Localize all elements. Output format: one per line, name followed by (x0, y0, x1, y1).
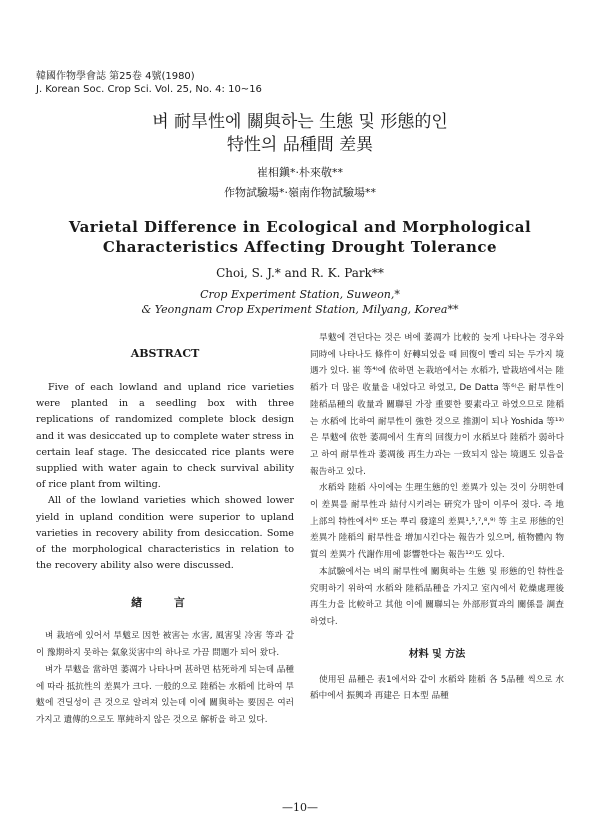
introduction-paragraph-1: 벼 栽培에 있어서 旱魃로 因한 被害는 水害, 風害및 冷害 等과 같이 豫期하지 못하는 氣象災害中의 하나로 가끔 問題가 되어 왔다. (36, 631, 294, 659)
affiliations-ko: 作物試驗場*·嶺南作物試驗場** (224, 186, 376, 199)
authors-en: Choi, S. J.* and R. K. Park** (216, 266, 384, 280)
abstract-paragraph-1: Five of each lowland and upland rice varieties were planted in a seedling box with three replications of randomized complete block design and it was desiccated up to complete water stress in certain leaf stage. The desiccated rice plants were supplied with water again to check survival ability of rice plant from wilting. (36, 382, 294, 491)
body-paragraph-4: 使用된 品種은 表1에서와 같이 水稻와 陸稻 各 5品種 씩으로 水稻中에서 振興과 再建은 日本型 品種 (310, 674, 564, 702)
abstract-paragraph-2: All of the lowland varieties which showed lower yield in upland condition were superior to upland varieties in recovery ability from desiccation. Some of the morphological characteristics in relation to the recovery ability also were discussed. (36, 495, 294, 572)
journal-citation (36, 70, 262, 96)
page-number: —10— (282, 801, 318, 814)
materials-methods-heading: 材料 및 方法 (408, 648, 466, 660)
right-column (310, 330, 564, 705)
journal-line-en: J. Korean Soc. Crop Sci. Vol. 25, No. 4: 10~16 (36, 84, 262, 95)
body-paragraph-1: 旱魃에 견딘다는 것은 벼에 萎凋가 比較的 늦게 나타나는 경우와 同時에 나타나도 條件이 好轉되었을 때 回復이 빨리 되는 두가지 境遇가 있다. 崔 等⁴⁾에 依하면 논栽培에서는 水稻가, 밭栽培에서는 陸稻가 더 많은 收量을 내었다고 하였고, De Datta 等⁶⁾은 耐旱性이 陸稻品種의 收量과 關聯된 가장 重要한 要素라고 하였으므로 陸稻는 水稻에 比하여 耐旱性이 強한 것으로 推測이 되나 Yoshida 等¹³⁾은 旱魃에 依한 萎凋에서 生育의 回復力이 水稻보다 陸稻가 弱하다고 하여 耐旱性과 萎凋後 再生力과는 一致되지 않는 境遇도 있음을 報告하고 있다. (310, 333, 564, 477)
authors-ko: 崔相鎭*·朴來敬** (257, 166, 343, 179)
title-en-line2: Characteristics Affecting Drought Tolerance (102, 238, 498, 256)
body-paragraph-2: 水稻와 陸稻 사이에는 生理生態的인 差異가 있는 것이 分明한데 이 差異를 耐旱性과 結付시키려는 硏究가 많이 이루어 졌다. 즉 地上部의 特性에서⁸⁾ 또는 뿌리 發達의 差異¹,⁵,⁷,⁸,⁹⁾ 等 主로 形態的인 差異가 陸稻의 耐旱性을 增加시킨다는 報告가 있으며, 植物體內 物質의 差異가 代謝作用에 影響한다는 報告¹²⁾도 있다. (310, 483, 564, 561)
affiliation-en-line1: Crop Experiment Station, Suweon,* (200, 288, 400, 301)
title-ko-line1: 벼 耐旱性에 關與하는 生態 및 形態的인 (152, 112, 448, 132)
title-ko-line2: 特性의 品種間 差異 (226, 135, 374, 155)
introduction-heading: 緖 言 (131, 596, 199, 610)
affiliation-en-line2: & Yeongnam Crop Experiment Station, Milyang, Korea** (141, 303, 459, 316)
abstract-heading: ABSTRACT (130, 347, 200, 360)
left-column (36, 345, 294, 729)
introduction-paragraph-2: 벼가 旱魃을 當하면 萎凋가 나타나며 甚하면 枯死하게 되는데 品種에 따라 抵抗性의 差異가 크다. 一般的으로 陸稻는 水稻에 比하여 旱魃에 견딜성이 큰 것으로 알려져 있는데 이에 關與하는 要因은 여러가지고 遺傳的으로도 單純하지 않은 것으로 解析을 하고 있다. (36, 664, 294, 725)
title-en-line1: Varietal Difference in Ecological and Morphological (68, 218, 532, 236)
body-paragraph-3: 本試驗에서는 벼의 耐旱性에 關與하는 生態 및 形態的인 特性을 究明하기 위하여 水稻와 陸稻品種을 가지고 室內에서 乾燥處理後 再生力을 比較하고 其他 이에 關聯되는 外部形質과의 關係를 調査하였다. (310, 566, 564, 627)
journal-line-ko: 韓國作物學會誌 第25卷 4號(1980) (36, 71, 195, 82)
